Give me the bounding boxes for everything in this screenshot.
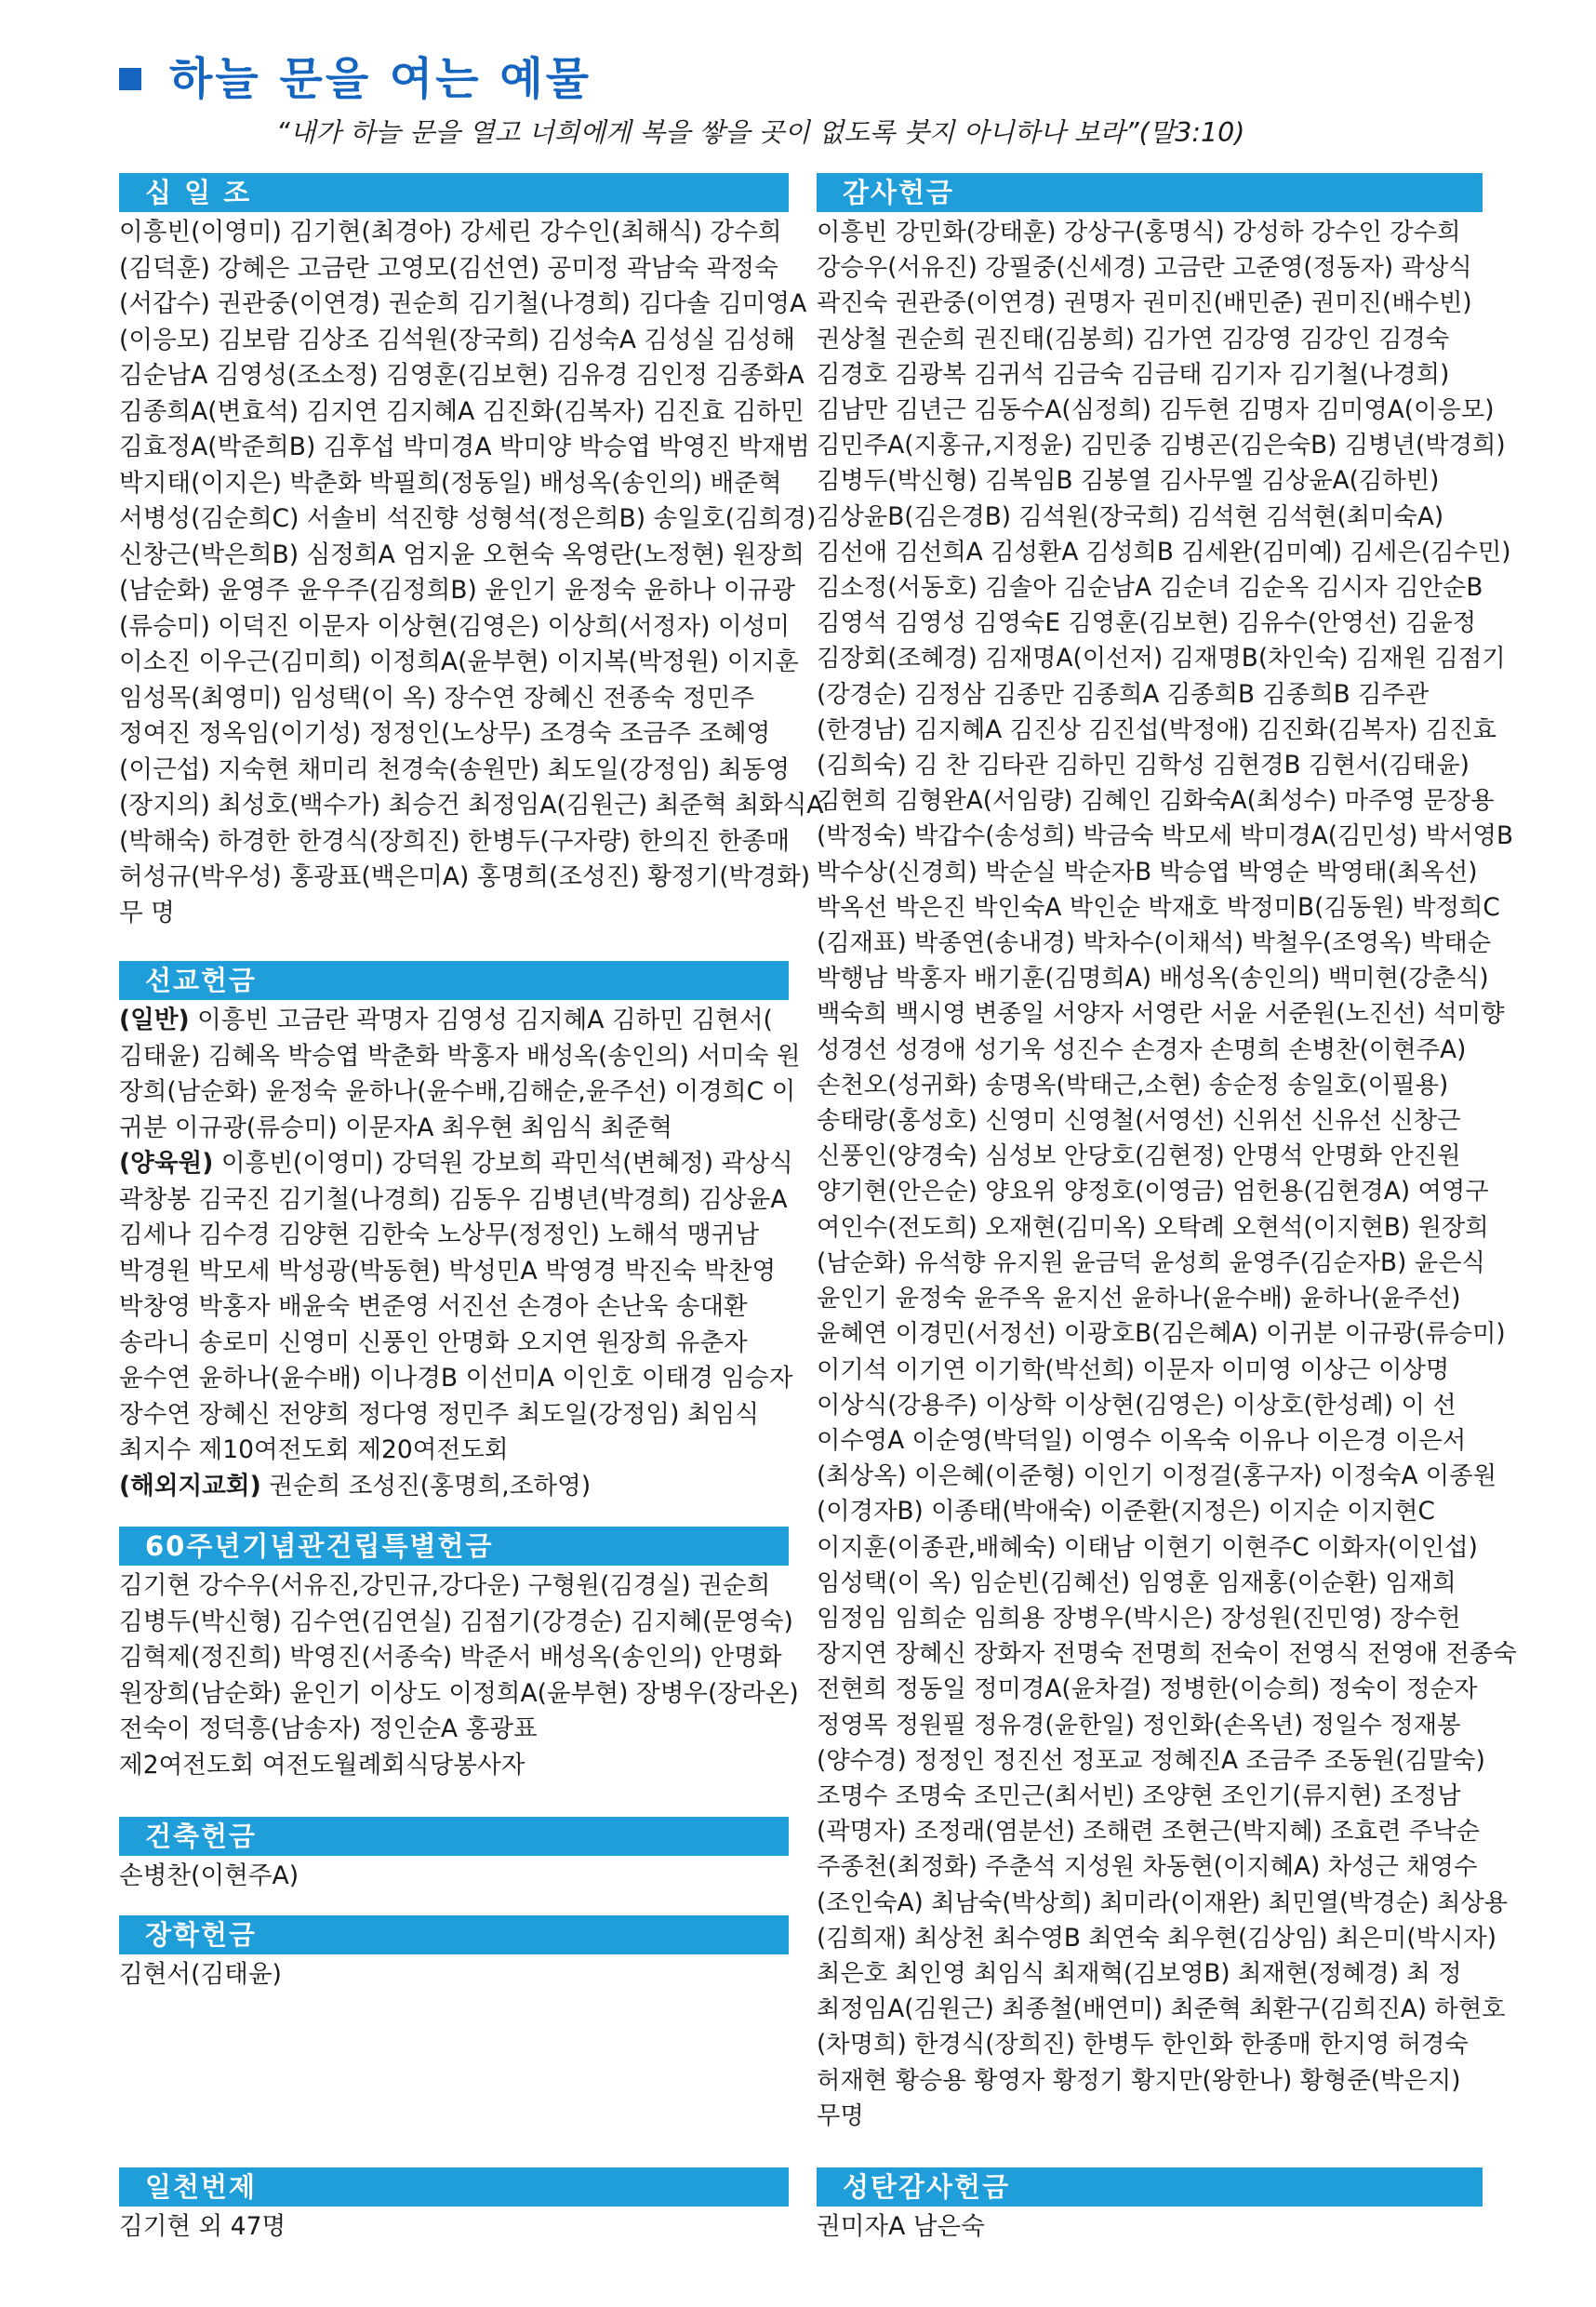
mission-section <box>119 961 801 1504</box>
list-line: 곽진숙 권관중(이연경) 권명자 권미진(배민준) 권미진(배수빈) <box>817 289 1472 318</box>
list-line: 김장회(조혜경) 김재명A(이선저) 김재명B(차인숙) 김재원 김점기 <box>817 645 1506 673</box>
list-line <box>119 1003 789 1039</box>
anniversary-section <box>119 1527 799 1783</box>
list-line: 조명수 조명숙 조민근(최서빈) 조양현 조인기(류지현) 조정남 <box>817 1781 1461 1810</box>
list-line: 주종천(최정화) 주춘석 지성원 차동현(이지혜A) 차성근 채영수 <box>817 1853 1478 1882</box>
ilcheon-heading: 일천번제 <box>119 2167 789 2207</box>
list-line: 신풍인(양경숙) 심성보 안당호(김현정) 안명석 안명화 안진원 <box>817 1142 1461 1171</box>
category-tag: (일반) <box>119 1006 190 1034</box>
ilcheon-section <box>119 2167 789 2246</box>
donor-names: 최지수 제10여전도회 제20여전도회 <box>119 1435 509 1464</box>
building-section <box>119 1817 789 1895</box>
list-line: 임정임 임희순 임희용 장병우(박시은) 장성원(진민영) 장수헌 <box>817 1604 1461 1633</box>
list-line: (이응모) 김보람 김상조 김석원(장국희) 김성숙A 김성실 김성해 <box>119 325 795 354</box>
list-line: 제2여전도회 여전도월례회식당봉사자 <box>119 1750 525 1780</box>
list-line: (박해숙) 하경한 한경식(장희진) 한병두(구자량) 한의진 한종매 <box>119 826 791 856</box>
list-line <box>119 1074 796 1111</box>
list-line: 무명 <box>817 2101 864 2130</box>
list-line: 김종희A(변효석) 김지연 김지혜A 김진화(김복자) 김진효 김하민 <box>119 396 805 426</box>
tithe-list <box>119 212 824 931</box>
list-line: 최은호 최인영 최임식 최재혁(김보영B) 최재현(정혜경) 최 정 <box>817 1959 1462 1988</box>
donor-names: 장희(남순화) 윤정숙 윤하나(윤수배,김해순,윤주선) 이경희C 이 <box>119 1077 796 1106</box>
page-title: 하늘 문을 여는 예물 <box>169 53 592 105</box>
list-line: 김현희 김형완A(서임량) 김혜인 김화숙A(최성수) 마주영 문장용 <box>817 787 1495 816</box>
list-line: (김재표) 박종연(송내경) 박차수(이채석) 박철우(조영옥) 박태순 <box>817 929 1492 958</box>
list-line: 김순남A 김영성(조소정) 김영훈(김보현) 김유경 김인정 김종화A <box>119 361 805 390</box>
list-line: (최상옥) 이은혜(이준형) 이인기 이정걸(홍구자) 이정숙A 이종원 <box>817 1462 1497 1491</box>
list-line: (이경자B) 이종태(박애숙) 이준환(지정은) 이지순 이지현C <box>817 1498 1435 1527</box>
list-line: (류승미) 이덕진 이문자 이상현(김영은) 이상희(서정자) 이성미 <box>119 611 791 641</box>
list-line: 이수영A 이순영(박덕일) 이영수 이옥숙 이유나 이은경 이은서 <box>817 1426 1467 1455</box>
list-line: 권상철 권순희 권진태(김봉희) 김가연 김강영 김강인 김경숙 <box>817 325 1450 353</box>
left-column <box>119 173 824 1993</box>
christmas-list <box>817 2207 1483 2246</box>
tithe-section <box>119 173 824 931</box>
list-line: (박정숙) 박갑수(송성희) 박금숙 박모세 박미경A(김민성) 박서영B <box>817 822 1514 851</box>
list-line: (조인숙A) 최남숙(박상희) 최미라(이재완) 최민열(박경순) 최상용 <box>817 1888 1509 1917</box>
list-line: (양수경) 정정인 정진선 정포교 정혜진A 조금주 조동원(김말숙) <box>817 1746 1485 1775</box>
list-line: (강경순) 김정삼 김종만 김종희A 김종희B 김종희B 김주관 <box>817 680 1430 709</box>
list-line: 양기현(안은순) 양요위 양정호(이영금) 엄헌용(김현경A) 여영구 <box>817 1178 1489 1207</box>
list-line: 김선애 김선희A 김성환A 김성희B 김세완(김미예) 김세은(김수민) <box>817 538 1511 567</box>
list-line: 여인수(전도희) 오재현(김미옥) 오탁례 오현석(이지현B) 원장희 <box>817 1213 1489 1242</box>
list-line: 전숙이 정덕흥(남송자) 정인순A 홍광표 <box>119 1714 538 1743</box>
mission-list <box>119 1000 801 1504</box>
list-line: 박수상(신경희) 박순실 박순자B 박승엽 박영순 박영태(최옥선) <box>817 858 1478 887</box>
donor-names: 곽창봉 김국진 김기철(나경희) 김동우 김병년(박경희) 김상윤A <box>119 1184 788 1214</box>
donor-names: 장수연 장혜신 전양희 정다영 정민주 최도일(강정임) 최임식 <box>119 1399 760 1429</box>
list-line: 성경선 성경애 성기욱 성진수 손경자 손명희 손병찬(이현주A) <box>817 1035 1467 1064</box>
list-line: 이기석 이기연 이기학(박선희) 이문자 이미영 이상근 이상명 <box>817 1355 1450 1384</box>
christmas-heading: 성탄감사헌금 <box>817 2167 1483 2207</box>
list-line: 서병성(김순희C) 서솔비 석진향 성형석(정은희B) 송일호(김희경) <box>119 504 817 533</box>
list-line: 장지연 장혜신 장화자 전명숙 전명희 전숙이 전영식 전영애 전종숙 <box>817 1640 1517 1669</box>
square-bullet-icon <box>119 68 141 90</box>
list-line: 김현서(김태윤) <box>119 1959 282 1989</box>
list-line: 임성목(최영미) 임성택(이 옥) 장수연 장혜신 전종숙 정민주 <box>119 683 755 713</box>
list-line <box>119 1469 789 1505</box>
list-line: 윤인기 윤정숙 윤주옥 윤지선 윤하나(윤수배) 윤하나(윤주선) <box>817 1285 1461 1314</box>
list-line: 이흥빈(이영미) 김기현(최경아) 강세린 강수인(최해식) 강수희 <box>119 218 782 247</box>
donor-names: 이흥빈 고금란 곽명자 김영성 김지혜A 김하민 김현서( <box>189 1006 773 1034</box>
list-line: 손병찬(이현주A) <box>119 1861 299 1890</box>
building-heading: 건축헌금 <box>119 1817 789 1856</box>
scripture-verse: “내가 하늘 문을 열고 너희에게 복을 쌓을 곳이 없도록 붓지 아니하나 보라”(말3:10) <box>276 117 1245 148</box>
list-line: (장지의) 최성호(백수가) 최승건 최정임A(김원근) 최준혁 최화식A <box>119 791 824 820</box>
list-line: 이상식(강용주) 이상학 이상현(김영은) 이상호(한성례) 이 선 <box>817 1391 1456 1420</box>
list-line: 원장희(남순화) 윤인기 이상도 이정희A(윤부현) 장병우(장라온) <box>119 1678 799 1708</box>
list-line: 임성택(이 옥) 임순빈(김혜선) 임영훈 임재홍(이순환) 임재희 <box>817 1568 1456 1597</box>
anniversary-heading: 60주년기념관건립특별헌금 <box>119 1527 789 1566</box>
donor-names: 이흥빈(이영미) 강덕원 강보희 곽민석(변혜정) 곽상식 <box>213 1149 793 1178</box>
list-line: 윤혜연 이경민(서정선) 이광호B(김은혜A) 이귀분 이규광(류승미) <box>817 1320 1506 1349</box>
donor-names: 김태윤) 김혜옥 박승엽 박춘화 박홍자 배성옥(송인의) 서미숙 원 <box>119 1041 801 1071</box>
list-line <box>119 1111 789 1147</box>
list-line: 무 명 <box>119 898 175 927</box>
donor-names: 김세나 김수경 김양현 김한숙 노상무(정정인) 노해석 맹귀남 <box>119 1220 760 1249</box>
list-line <box>119 1397 789 1434</box>
list-line: (김희재) 최상천 최수영B 최연숙 최우현(김상임) 최은미(박시자) <box>817 1924 1497 1953</box>
donor-names: 권순희 조성진(홍명희,조하영) <box>260 1471 592 1500</box>
list-line <box>119 1433 789 1469</box>
scholarship-section <box>119 1915 789 1994</box>
list-line: (한경남) 김지혜A 김진상 김진섭(박정애) 김진화(김복자) 김진효 <box>817 715 1497 744</box>
list-line <box>119 1218 789 1254</box>
tithe-heading: 십 일 조 <box>119 173 789 212</box>
list-line: 백숙희 백시영 변종일 서양자 서영란 서윤 서준원(노진선) 석미향 <box>817 1000 1505 1029</box>
list-line: 강승우(서유진) 강필중(신세경) 고금란 고준영(정동자) 곽상식 <box>817 254 1472 283</box>
donor-names: 박경원 박모세 박성광(박동현) 박성민A 박영경 박진숙 박찬영 <box>119 1256 777 1286</box>
list-line: 최정임A(김원근) 최종철(배연미) 최준혁 최환구(김희진A) 하현호 <box>817 1995 1506 2024</box>
donor-names: 박창영 박홍자 배윤숙 변준영 서진선 손경아 손난욱 송대환 <box>119 1292 748 1321</box>
mission-heading: 선교헌금 <box>119 961 789 1000</box>
thanks-heading: 감사헌금 <box>817 173 1483 212</box>
list-line <box>119 1182 789 1219</box>
thanks-section <box>817 173 1517 2134</box>
category-tag: (양육원) <box>119 1149 214 1178</box>
list-line: 이지훈(이종관,배혜숙) 이태남 이현기 이현주C 이화자(이인섭) <box>817 1533 1478 1562</box>
list-line: 박행남 박홍자 배기훈(김명희A) 배성옥(송인의) 백미현(강춘식) <box>817 965 1489 993</box>
list-line: 김효정A(박준희B) 김후섭 박미경A 박미양 박승엽 박영진 박재범 <box>119 433 810 461</box>
scholarship-list <box>119 1954 789 1994</box>
donor-names: 윤수연 윤하나(윤수배) 이나경B 이선미A 이인호 이태경 임승자 <box>119 1364 793 1393</box>
list-line <box>119 1361 793 1397</box>
donor-names: 송라니 송로미 신영미 신풍인 안명화 오지연 원장희 유춘자 <box>119 1327 748 1357</box>
list-line <box>119 1326 789 1362</box>
list-line: 전현희 정동일 정미경A(윤차걸) 정병한(이승희) 정숙이 정순자 <box>817 1675 1478 1704</box>
anniversary-list <box>119 1566 799 1783</box>
list-line <box>119 1039 801 1075</box>
building-list <box>119 1856 789 1895</box>
list-line <box>119 1289 789 1326</box>
list-line: 김경호 김광복 김귀석 김금숙 김금태 김기자 김기철(나경희) <box>817 360 1450 389</box>
list-line: 정여진 정옥임(이기성) 정정인(노상무) 조경숙 조금주 조혜영 <box>119 719 771 748</box>
list-line: (서갑수) 권관중(이연경) 권순희 김기철(나경희) 김다솔 김미영A <box>119 289 807 318</box>
list-line: (이근섭) 지숙현 채미리 천경숙(송원만) 최도일(강정임) 최동영 <box>119 754 791 784</box>
category-tag: (해외지교회) <box>119 1471 261 1500</box>
donor-names: 귀분 이규광(류승미) 이문자A 최우현 최임식 최준혁 <box>119 1113 672 1142</box>
list-line: (곽명자) 조정래(염분선) 조해련 조현근(박지혜) 조효련 주낙순 <box>817 1818 1481 1847</box>
list-line: 정영목 정원필 정유경(윤한일) 정인화(손옥년) 정일수 정재봉 <box>817 1711 1461 1740</box>
list-line: 김소정(서동호) 김솔아 김순남A 김순녀 김순옥 김시자 김안순B <box>817 574 1483 603</box>
list-line: 신창근(박은희B) 심정희A 엄지윤 오현숙 옥영란(노정현) 원장희 <box>119 540 805 569</box>
list-line: 이흥빈 강민화(강태훈) 강상구(홍명식) 강성하 강수인 강수희 <box>817 219 1461 247</box>
scholarship-heading: 장학헌금 <box>119 1915 789 1954</box>
list-line: 김민주A(지홍규,지정윤) 김민중 김병곤(김은숙B) 김병년(박경희) <box>817 432 1506 460</box>
list-line: 김영석 김영성 김영숙E 김영훈(김보현) 김유수(안영선) 김윤정 <box>817 609 1477 638</box>
list-line: 김기현 강수우(서유진,강민규,강다운) 구형원(김경실) 권순희 <box>119 1571 771 1600</box>
list-line: 송태랑(홍성호) 신영미 신영철(서영선) 신위선 신유선 신창근 <box>817 1107 1461 1136</box>
list-line: 허재현 황승용 황영자 황정기 황지만(왕한나) 황형준(박은지) <box>817 2066 1461 2095</box>
list-line: (차명희) 한경식(장희진) 한병두 한인화 한종매 한지영 허경숙 <box>817 2031 1469 2060</box>
list-line: 박옥선 박은진 박인숙A 박인순 박재호 박정미B(김동원) 박정희C <box>817 893 1500 922</box>
list-line: (김희숙) 김 찬 김타관 김하민 김학성 김현경B 김현서(김태윤) <box>817 752 1470 780</box>
list-line: 김병두(박신형) 김수연(김연실) 김점기(강경순) 김지혜(문영숙) <box>119 1607 793 1636</box>
list-line: 손천오(성귀화) 송명옥(박태근,소현) 송순정 송일호(이필용) <box>817 1071 1449 1100</box>
list-line: 박지태(이지은) 박춘화 박필희(정동일) 배성옥(송인의) 배준혁 <box>119 468 782 498</box>
list-line: (김덕훈) 강혜은 고금란 고영모(김선연) 공미정 곽남숙 곽정숙 <box>119 253 778 283</box>
list-line: 김남만 김년근 김동수A(심정희) 김두현 김명자 김미영A(이응모) <box>817 396 1495 425</box>
list-line: 권미자A 남은숙 <box>817 2212 985 2241</box>
right-column <box>817 173 1517 2134</box>
list-line: 이소진 이우근(김미희) 이정희A(윤부현) 이지복(박정원) 이지훈 <box>119 647 799 676</box>
list-line: 김상윤B(김은경B) 김석원(장국희) 김석현 김석현(최미숙A) <box>817 502 1444 531</box>
list-line <box>119 1254 789 1290</box>
page-header <box>119 48 1477 110</box>
list-line: 김혁제(정진희) 박영진(서종숙) 박준서 배성옥(송인의) 안명화 <box>119 1643 782 1672</box>
list-line: 허성규(박우성) 홍광표(백은미A) 홍명희(조성진) 황정기(박경화) <box>119 862 811 891</box>
list-line <box>119 1146 793 1182</box>
christmas-section <box>817 2167 1483 2246</box>
list-line: (남순화) 유석향 유지원 윤금덕 윤성희 윤영주(김순자B) 윤은식 <box>817 1248 1485 1277</box>
list-line: 김병두(박신형) 김복임B 김봉열 김사무엘 김상윤A(김하빈) <box>817 467 1440 496</box>
title-row <box>119 48 1477 110</box>
list-line: (남순화) 윤영주 윤우주(김정희B) 윤인기 윤정숙 윤하나 이규광 <box>119 576 796 605</box>
thanks-list <box>817 212 1517 2134</box>
list-line: 김기현 외 47명 <box>119 2212 286 2241</box>
ilcheon-list <box>119 2207 789 2246</box>
